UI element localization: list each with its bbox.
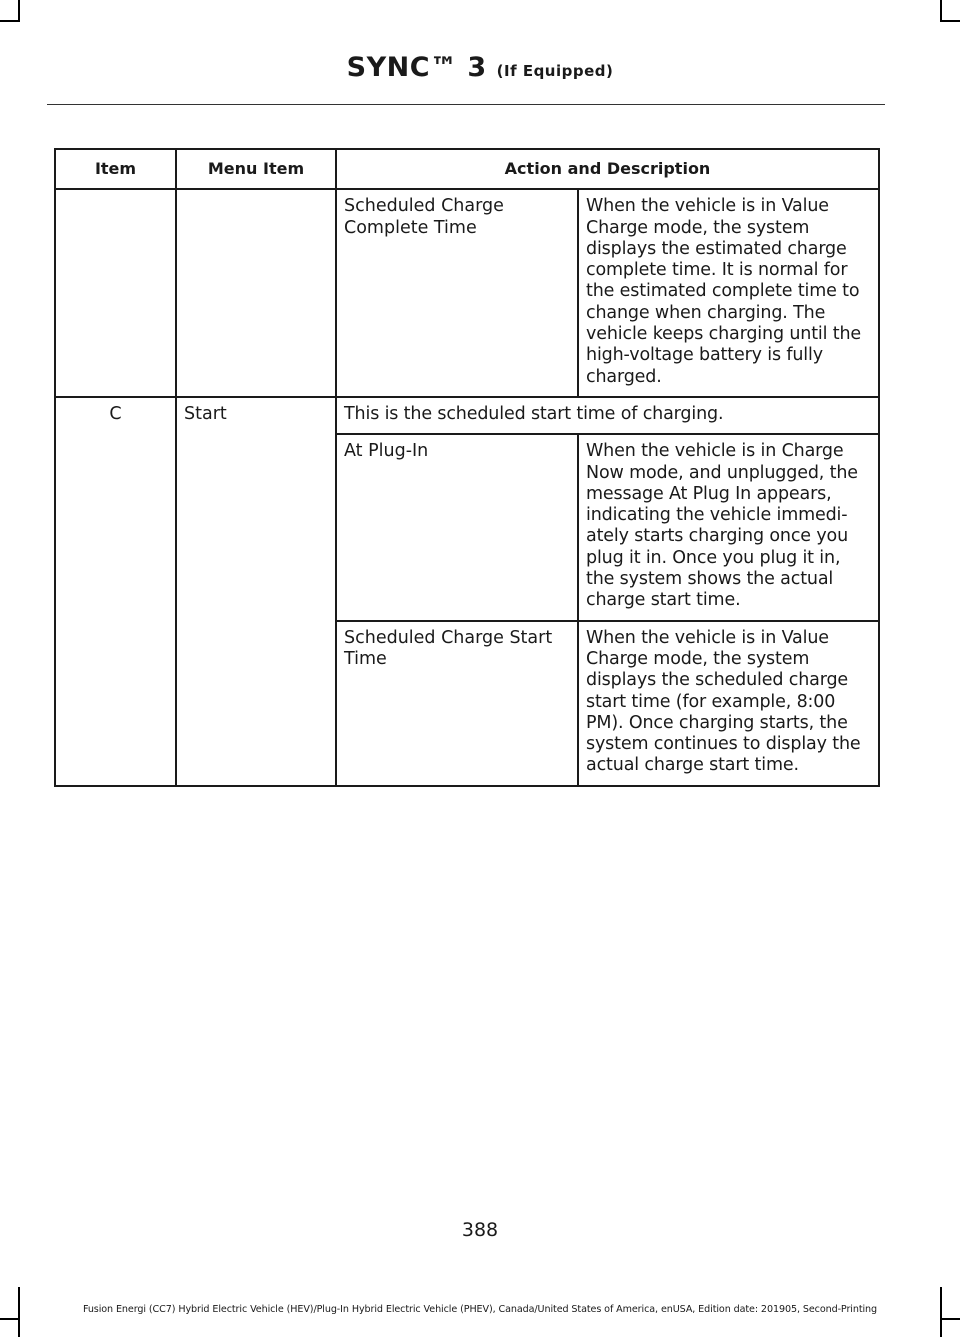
description-cell: When the vehicle is in Charge Now mode, and unplugged, the message At Plug In appears, indicating the vehicle immedi-ately starts charging once you plug it in. Once you plug it in, the system shows the actual charge start time.	[578, 434, 879, 620]
sub-item-cell: Scheduled Charge Start Time	[336, 621, 578, 786]
crop-mark-top-left	[0, 20, 20, 22]
column-header-menu-item: Menu Item	[176, 149, 336, 189]
crop-mark-bottom-left	[0, 1318, 20, 1320]
sub-item-cell: Scheduled Charge Complete Time	[336, 189, 578, 397]
item-cell: C	[55, 397, 176, 786]
menu-item-cell: Start	[176, 397, 336, 786]
crop-mark-top-right	[940, 20, 960, 22]
column-header-item: Item	[55, 149, 176, 189]
description-cell: This is the scheduled start time of charging.	[336, 397, 879, 434]
sub-item-cell: At Plug-In	[336, 434, 578, 620]
header-divider	[47, 104, 885, 105]
page-number: 388	[461, 1219, 499, 1241]
header-title: SYNC™ 3	[346, 52, 487, 83]
menu-item-cell	[176, 189, 336, 397]
header-suffix: (If Equipped)	[496, 62, 614, 80]
crop-mark-top-left	[18, 0, 20, 22]
column-header-action: Action and Description	[336, 149, 879, 189]
table-header-row	[55, 149, 879, 189]
table-row	[55, 397, 879, 434]
description-cell: When the vehicle is in Value Charge mode, the system displays the estimated charge complete time. It is normal for the estimated complete time to change when charging. The vehicle keeps charging until the high-voltage battery is fully charged.	[578, 189, 879, 397]
footer-text: Fusion Energi (CC7) Hybrid Electric Vehicle (HEV)/Plug-In Hybrid Electric Vehicle (PHEV), Canada/United States of America, enUSA, Edition date: 201905, Second-Printing	[82, 1304, 878, 1315]
crop-mark-top-right	[940, 0, 942, 22]
page-header	[0, 52, 960, 83]
item-cell	[55, 189, 176, 397]
crop-mark-bottom-right	[940, 1318, 960, 1320]
description-cell: When the vehicle is in Value Charge mode, the system displays the scheduled charge start time (for example, 8:00 PM). Once charging starts, the system continues to display the actual charge start time.	[578, 621, 879, 786]
spec-table	[54, 148, 880, 787]
table-row	[55, 189, 879, 397]
